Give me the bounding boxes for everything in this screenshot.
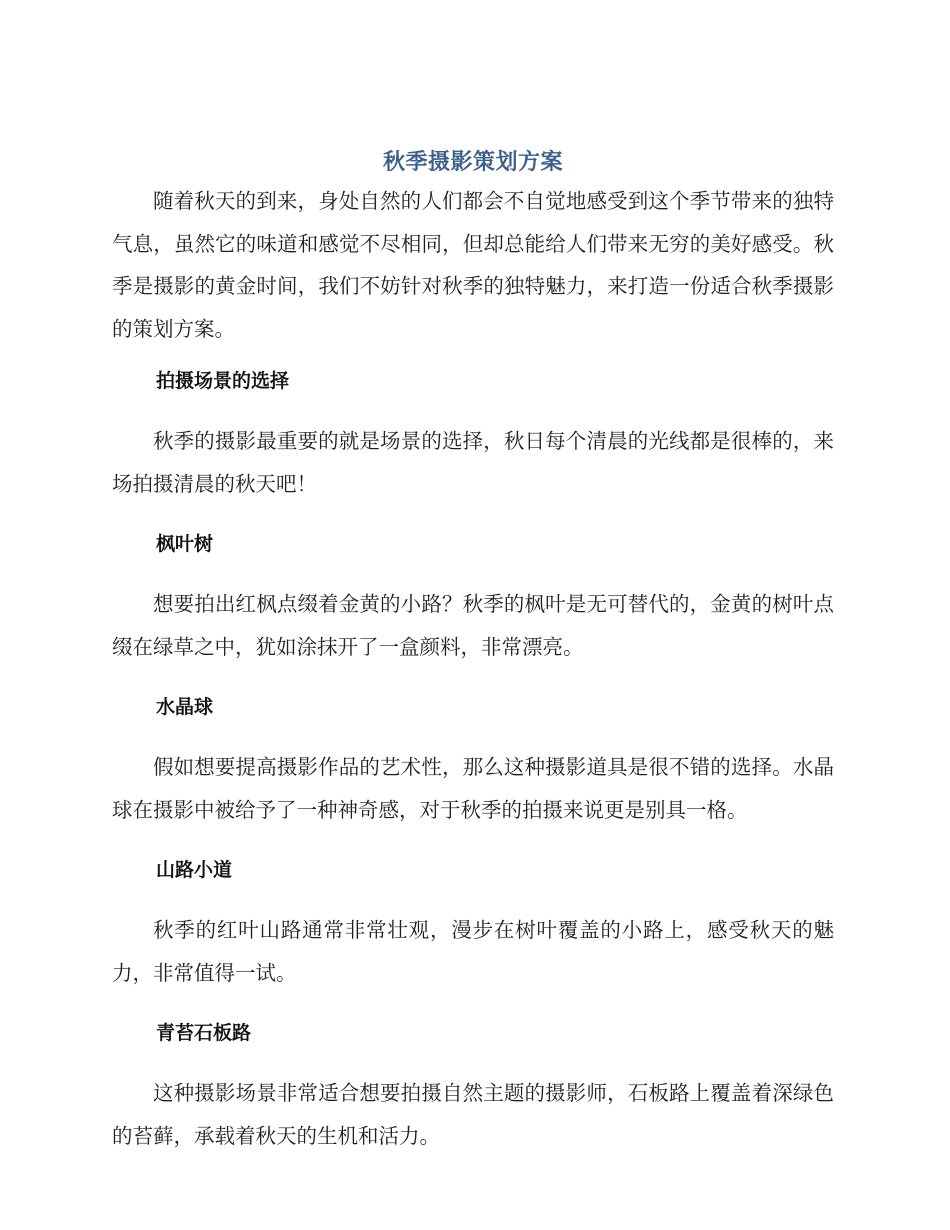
section-heading-moss-stone-path: 青苔石板路 <box>156 1022 252 1044</box>
document-content <box>112 146 834 1157</box>
section-body-maple-tree: 想要拍出红枫点缀着金黄的小路？秋季的枫叶是无可替代的，金黄的树叶点缀在绿草之中，犹如涂抹开了一盒颜料，非常漂亮。 <box>112 592 834 659</box>
section-body-mountain-path: 秋季的红叶山路通常非常壮观，漫步在树叶覆盖的小路上，感受秋天的魅力，非常值得一试。 <box>112 918 834 985</box>
section-heading-maple-tree: 枫叶树 <box>156 533 214 555</box>
section-body-scene-selection: 秋季的摄影最重要的就是场景的选择，秋日每个清晨的光线都是很棒的，来场拍摄清晨的秋天吧！ <box>112 429 834 496</box>
section-heading-mountain-path: 山路小道 <box>156 859 233 881</box>
section-body-moss-stone-path: 这种摄影场景非常适合想要拍摄自然主题的摄影师，石板路上覆盖着深绿色的苔藓，承载着秋天的生机和活力。 <box>112 1081 834 1148</box>
section-heading-crystal-ball: 水晶球 <box>156 696 214 718</box>
document-title: 秋季摄影策划方案 <box>382 150 563 175</box>
section-body-crystal-ball: 假如想要提高摄影作品的艺术性，那么这种摄影道具是很不错的选择。水晶球在摄影中被给予了一种神奇感，对于秋季的拍摄来说更是别具一格。 <box>112 755 834 822</box>
intro-paragraph: 随着秋天的到来，身处自然的人们都会不自觉地感受到这个季节带来的独特气息，虽然它的味道和感觉不尽相同，但却总能给人们带来无穷的美好感受。秋季是摄影的黄金时间，我们不妨针对秋季的独特魅力，来打造一份适合秋季摄影的策划方案。 <box>112 189 834 341</box>
section-heading-scene-selection: 拍摄场景的选择 <box>156 370 290 392</box>
